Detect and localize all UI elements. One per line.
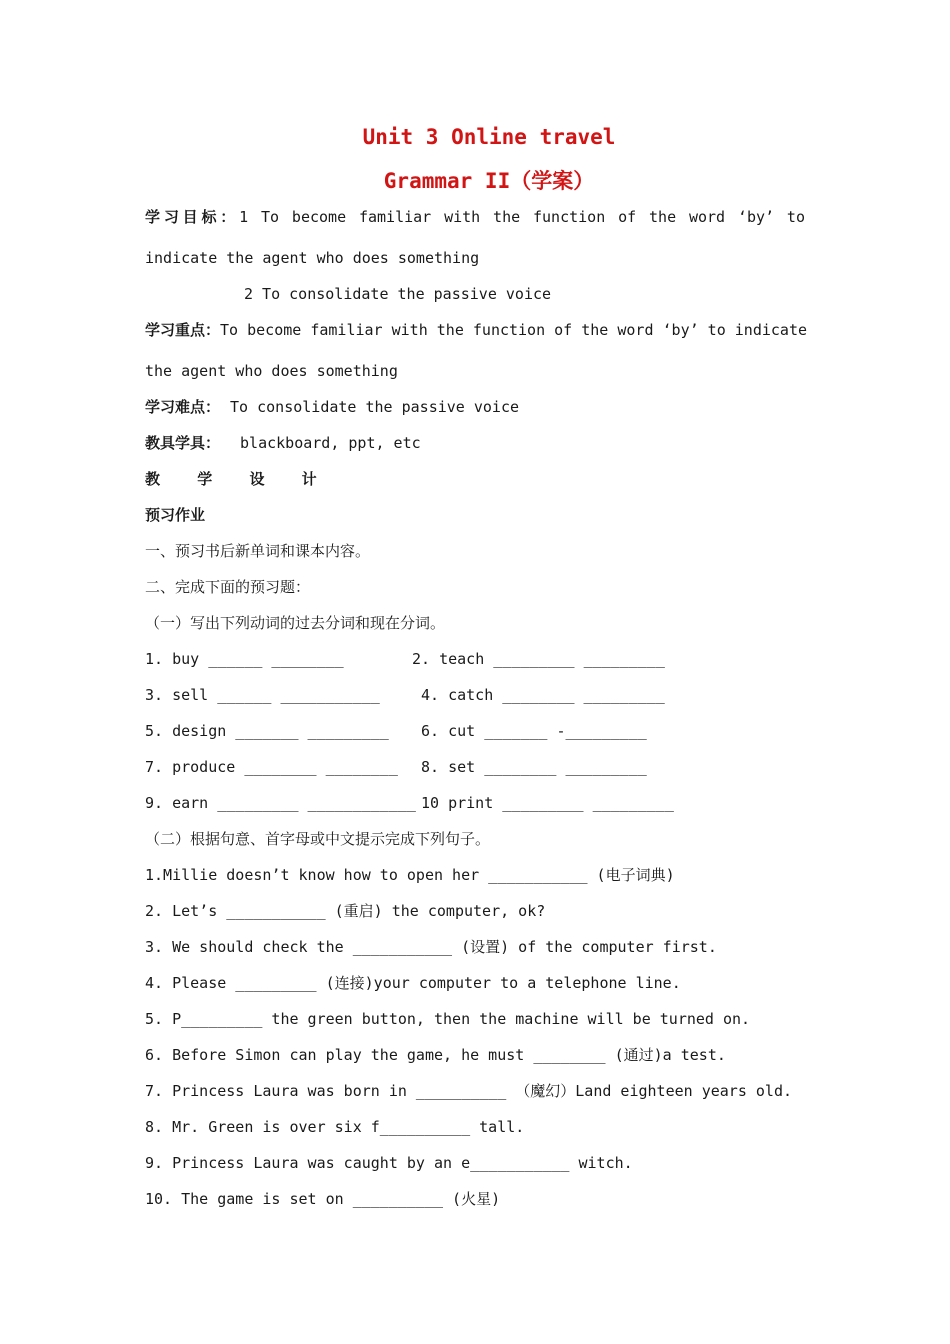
sentence-item: 10. The game is set on __________ (火星) — [145, 1190, 501, 1208]
verb-item: 4. catch ________ _________ — [421, 686, 665, 704]
tools-label: 教具学具： — [145, 434, 221, 452]
part-1-heading: （一）写出下列动词的过去分词和现在分词。 — [145, 614, 446, 632]
sentence-item: 1.Millie doesn’t know how to open her ___________ (电子词典) — [145, 866, 675, 884]
sentence-item: 3. We should check the ___________ (设置) of the computer first. — [145, 938, 717, 956]
sentence-item: 8. Mr. Green is over six f__________ tall. — [145, 1118, 525, 1136]
verb-item: 9. earn _________ ____________ — [145, 794, 416, 812]
verb-item: 3. sell ______ ___________ — [145, 686, 380, 704]
sentence-item: 2. Let’s ___________ (重启) the computer, ok? — [145, 902, 546, 920]
objectives-line — [145, 207, 805, 227]
objective-1-part-a: 1 To become familiar with the function of the word ‘by’ to — [239, 208, 805, 226]
sentence-item: 9. Princess Laura was caught by an e___________ witch. — [145, 1154, 633, 1172]
task-2: 二、完成下面的预习题： — [145, 578, 311, 596]
objective-1-part-b: indicate the agent who does something — [145, 249, 480, 267]
sentence-item: 5. P_________ the green button, then the machine will be turned on. — [145, 1010, 751, 1028]
key-point-label: 学习重点： — [145, 321, 221, 339]
key-point-line — [145, 320, 808, 340]
sentence-item: 7. Princess Laura was born in __________ （魔幻）Land eighteen years old. — [145, 1082, 792, 1100]
preview-heading: 预习作业 — [145, 506, 206, 524]
verb-item: 6. cut _______ -_________ — [421, 722, 647, 740]
key-point-part-a: To become familiar with the function of the word ‘by’ to indicate — [220, 321, 808, 339]
verb-item: 10 print _________ _________ — [421, 794, 674, 812]
difficulty-text: To consolidate the passive voice — [230, 398, 519, 416]
verb-item: 8. set ________ _________ — [421, 758, 647, 776]
difficulty-line — [145, 397, 519, 417]
document-title: Unit 3 Online travel — [362, 125, 616, 149]
teaching-design-heading: 教 学 设 计 — [145, 470, 317, 488]
verb-item: 1. buy ______ ________ — [145, 650, 344, 668]
document-subtitle: Grammar II（学案） — [383, 169, 595, 193]
sentence-item: 4. Please _________ (连接)your computer to a telephone line. — [145, 974, 681, 992]
sentence-item: 6. Before Simon can play the game, he must ________ (通过)a test. — [145, 1046, 726, 1064]
verb-item: 5. design _______ _________ — [145, 722, 389, 740]
objectives-label: 学习目标： — [145, 208, 240, 226]
tools-line — [145, 433, 421, 453]
verb-item: 2. teach _________ _________ — [412, 650, 665, 668]
key-point-part-b: the agent who does something — [145, 362, 398, 380]
verb-item: 7. produce ________ ________ — [145, 758, 398, 776]
tools-text: blackboard, ppt, etc — [240, 434, 421, 452]
part-2-heading: （二）根据句意、首字母或中文提示完成下列句子。 — [145, 830, 491, 848]
objective-2: 2 To consolidate the passive voice — [244, 285, 552, 303]
difficulty-label: 学习难点： — [145, 398, 221, 416]
task-1: 一、预习书后新单词和课本内容。 — [145, 542, 371, 560]
